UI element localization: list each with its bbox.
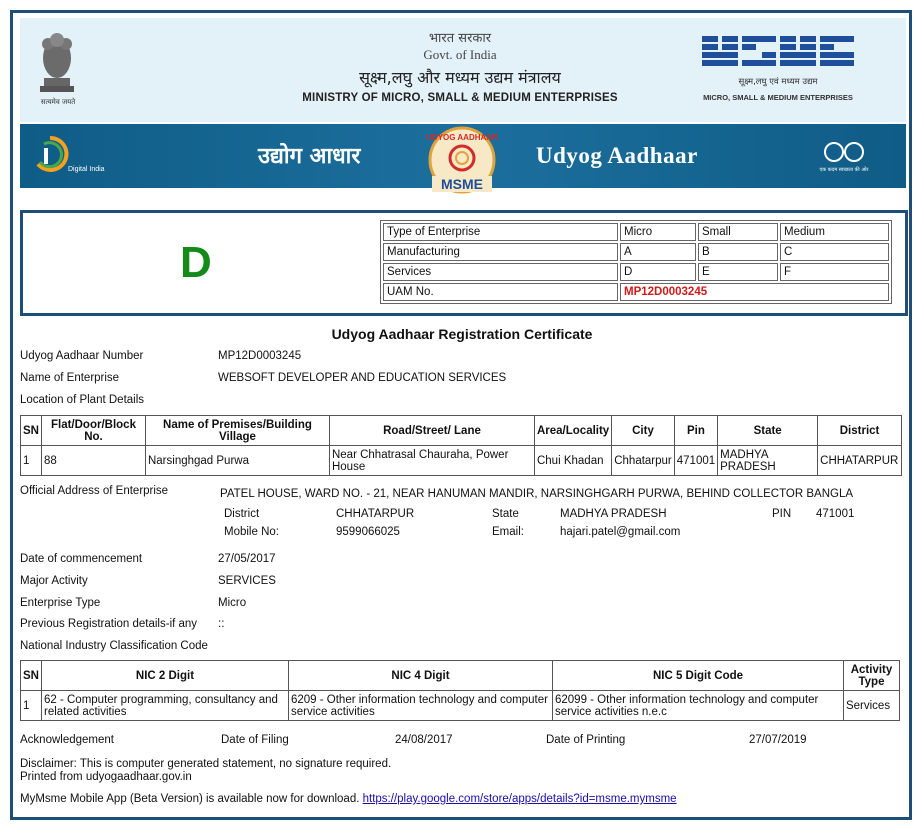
printing-date: 27/07/2019: [749, 734, 807, 746]
table-row: [21, 446, 902, 476]
swachh-bharat-icon: [814, 138, 874, 176]
digital-india-label: Digital India: [68, 166, 105, 173]
table-cell: C: [780, 243, 889, 261]
emblem-caption: सत्यमेव जयते: [40, 98, 76, 106]
table-cell: Micro: [620, 223, 696, 241]
table-row: [383, 223, 889, 241]
field-label: Location of Plant Details: [20, 394, 145, 406]
column-header: Area/Locality: [534, 416, 611, 446]
field-value: SERVICES: [218, 575, 276, 587]
column-header: Activity Type: [843, 661, 899, 691]
table-cell: Type of Enterprise: [383, 223, 618, 241]
table-header-row: [21, 661, 900, 691]
table-cell: 62099 - Other information technology and computer service activities n.e.c: [552, 691, 843, 721]
state-label: State: [492, 508, 519, 520]
certificate-title: Udyog Aadhaar Registration Certificate: [331, 326, 593, 342]
column-header: State: [718, 416, 818, 446]
table-header-row: [21, 416, 902, 446]
field-value: MP12D0003245: [218, 350, 302, 362]
column-header: NIC 4 Digit: [288, 661, 552, 691]
app-notice: [20, 793, 677, 805]
filing-date: 24/08/2017: [395, 734, 453, 746]
digital-india-icon: [30, 134, 70, 174]
table-row: [383, 243, 889, 261]
column-header: SN: [21, 661, 42, 691]
field-value: Micro: [218, 597, 247, 609]
pin-value: 471001: [816, 508, 855, 520]
enterprise-type-table: [380, 220, 892, 304]
disclaimer: Disclaimer: This is computer generated statement, no signature required.: [20, 758, 392, 770]
svg-text:एक कदम स्वच्छता की ओर: एक कदम स्वच्छता की ओर: [819, 167, 869, 173]
table-cell: F: [780, 263, 889, 281]
table-cell: Services: [843, 691, 899, 721]
field-label: Previous Registration details-if any: [20, 618, 198, 630]
official-address-label: Official Address of Enterprise: [20, 485, 169, 497]
field-value: WEBSOFT DEVELOPER AND EDUCATION SERVICES: [218, 372, 507, 384]
table-cell: MADHYA PRADESH: [718, 446, 818, 476]
table-cell: A: [620, 243, 696, 261]
table-cell: Near Chhatrasal Chauraha, Power House: [329, 446, 534, 476]
table-cell: Narsinghgad Purwa: [145, 446, 329, 476]
uam-number: MP12D0003245: [620, 283, 889, 301]
table-cell: E: [698, 263, 778, 281]
table-cell: Chui Khadan: [534, 446, 611, 476]
plant-details-table: [20, 415, 902, 476]
district-value: CHHATARPUR: [336, 508, 415, 520]
msme-english: MICRO, SMALL & MEDIUM ENTERPRISES: [703, 93, 853, 102]
app-notice-text: MyMsme Mobile App (Beta Version) is available now for download.: [20, 793, 360, 805]
ministry-hindi: सूक्ष्म,लघु और मध्यम उद्यम मंत्रालय: [359, 68, 561, 87]
government-title-block: [260, 28, 660, 104]
filing-date-label: Date of Filing: [221, 734, 289, 746]
printing-date-label: Date of Printing: [546, 734, 626, 746]
ministry-english: MINISTRY OF MICRO, SMALL & MEDIUM ENTERPRISES: [302, 92, 618, 104]
band-title-hindi: उद्योग आधार: [258, 144, 361, 169]
table-cell: Medium: [780, 223, 889, 241]
mobile-label: Mobile No:: [224, 526, 279, 538]
column-header: Pin: [674, 416, 717, 446]
table-cell: Chhatarpur: [612, 446, 675, 476]
app-download-link[interactable]: https://play.google.com/store/apps/details?id=msme.mymsme: [362, 793, 677, 805]
band-title-english: Udyog Aadhaar: [536, 143, 698, 168]
svg-text:UDYOG AADHAAR: UDYOG AADHAAR: [426, 133, 498, 142]
table-cell: 88: [41, 446, 145, 476]
column-header: NIC 5 Digit Code: [552, 661, 843, 691]
svg-text:MSME: MSME: [441, 176, 483, 192]
table-cell: 471001: [674, 446, 717, 476]
national-emblem-icon: [34, 28, 80, 102]
table-row: [21, 691, 900, 721]
field-value: ::: [218, 618, 225, 630]
table-cell: 1: [21, 691, 42, 721]
table-cell: 6209 - Other information technology and computer service activities: [288, 691, 552, 721]
acknowledgement-label: Acknowledgement: [20, 734, 114, 746]
table-row: [383, 283, 889, 301]
msme-logo: [698, 34, 858, 72]
field-label: Udyog Aadhaar Number: [20, 350, 144, 362]
column-header: SN: [21, 416, 42, 446]
udyog-aadhaar-logo: [412, 126, 512, 196]
column-header: Road/Street/ Lane: [329, 416, 534, 446]
field-value: 27/05/2017: [218, 553, 276, 565]
column-header: Flat/Door/Block No.: [41, 416, 145, 446]
gov-english: Govt. of India: [423, 47, 497, 62]
field-label: Major Activity: [20, 575, 88, 587]
field-label: Name of Enterprise: [20, 372, 120, 384]
table-cell: CHHATARPUR: [818, 446, 902, 476]
column-header: District: [818, 416, 902, 446]
table-cell: Manufacturing: [383, 243, 618, 261]
pin-label: PIN: [772, 508, 792, 520]
field-label: National Industry Classification Code: [20, 640, 208, 652]
column-header: NIC 2 Digit: [41, 661, 288, 691]
table-cell: Small: [698, 223, 778, 241]
table-cell: 1: [21, 446, 42, 476]
table-cell: 62 - Computer programming, consultancy and related activities: [41, 691, 288, 721]
table-cell: B: [698, 243, 778, 261]
table-cell: D: [620, 263, 696, 281]
email-label: Email:: [492, 526, 524, 538]
table-cell: Services: [383, 263, 618, 281]
category-letter: D: [180, 238, 212, 287]
official-address-line: PATEL HOUSE, WARD NO. - 21, NEAR HANUMAN MANDIR, NARSINGHGARH PURWA, BEHIND COLLECTOR BANGLA: [220, 488, 854, 500]
mobile-value: 9599066025: [336, 526, 400, 538]
msme-hindi: सूक्ष्म,लघु एवं मध्यम उद्यम: [738, 77, 818, 87]
uam-label: UAM No.: [383, 283, 618, 301]
printed-from: Printed from udyogaadhaar.gov.in: [20, 771, 192, 783]
email-value: hajari.patel@gmail.com: [560, 526, 681, 538]
column-header: Name of Premises/Building Village: [145, 416, 329, 446]
district-label: District: [224, 508, 260, 520]
gov-hindi: भारत सरकार: [428, 31, 492, 46]
nic-table: [20, 660, 900, 721]
state-value: MADHYA PRADESH: [560, 508, 667, 520]
field-label: Date of commencement: [20, 553, 143, 565]
table-row: [383, 263, 889, 281]
field-label: Enterprise Type: [20, 597, 101, 609]
column-header: City: [612, 416, 675, 446]
